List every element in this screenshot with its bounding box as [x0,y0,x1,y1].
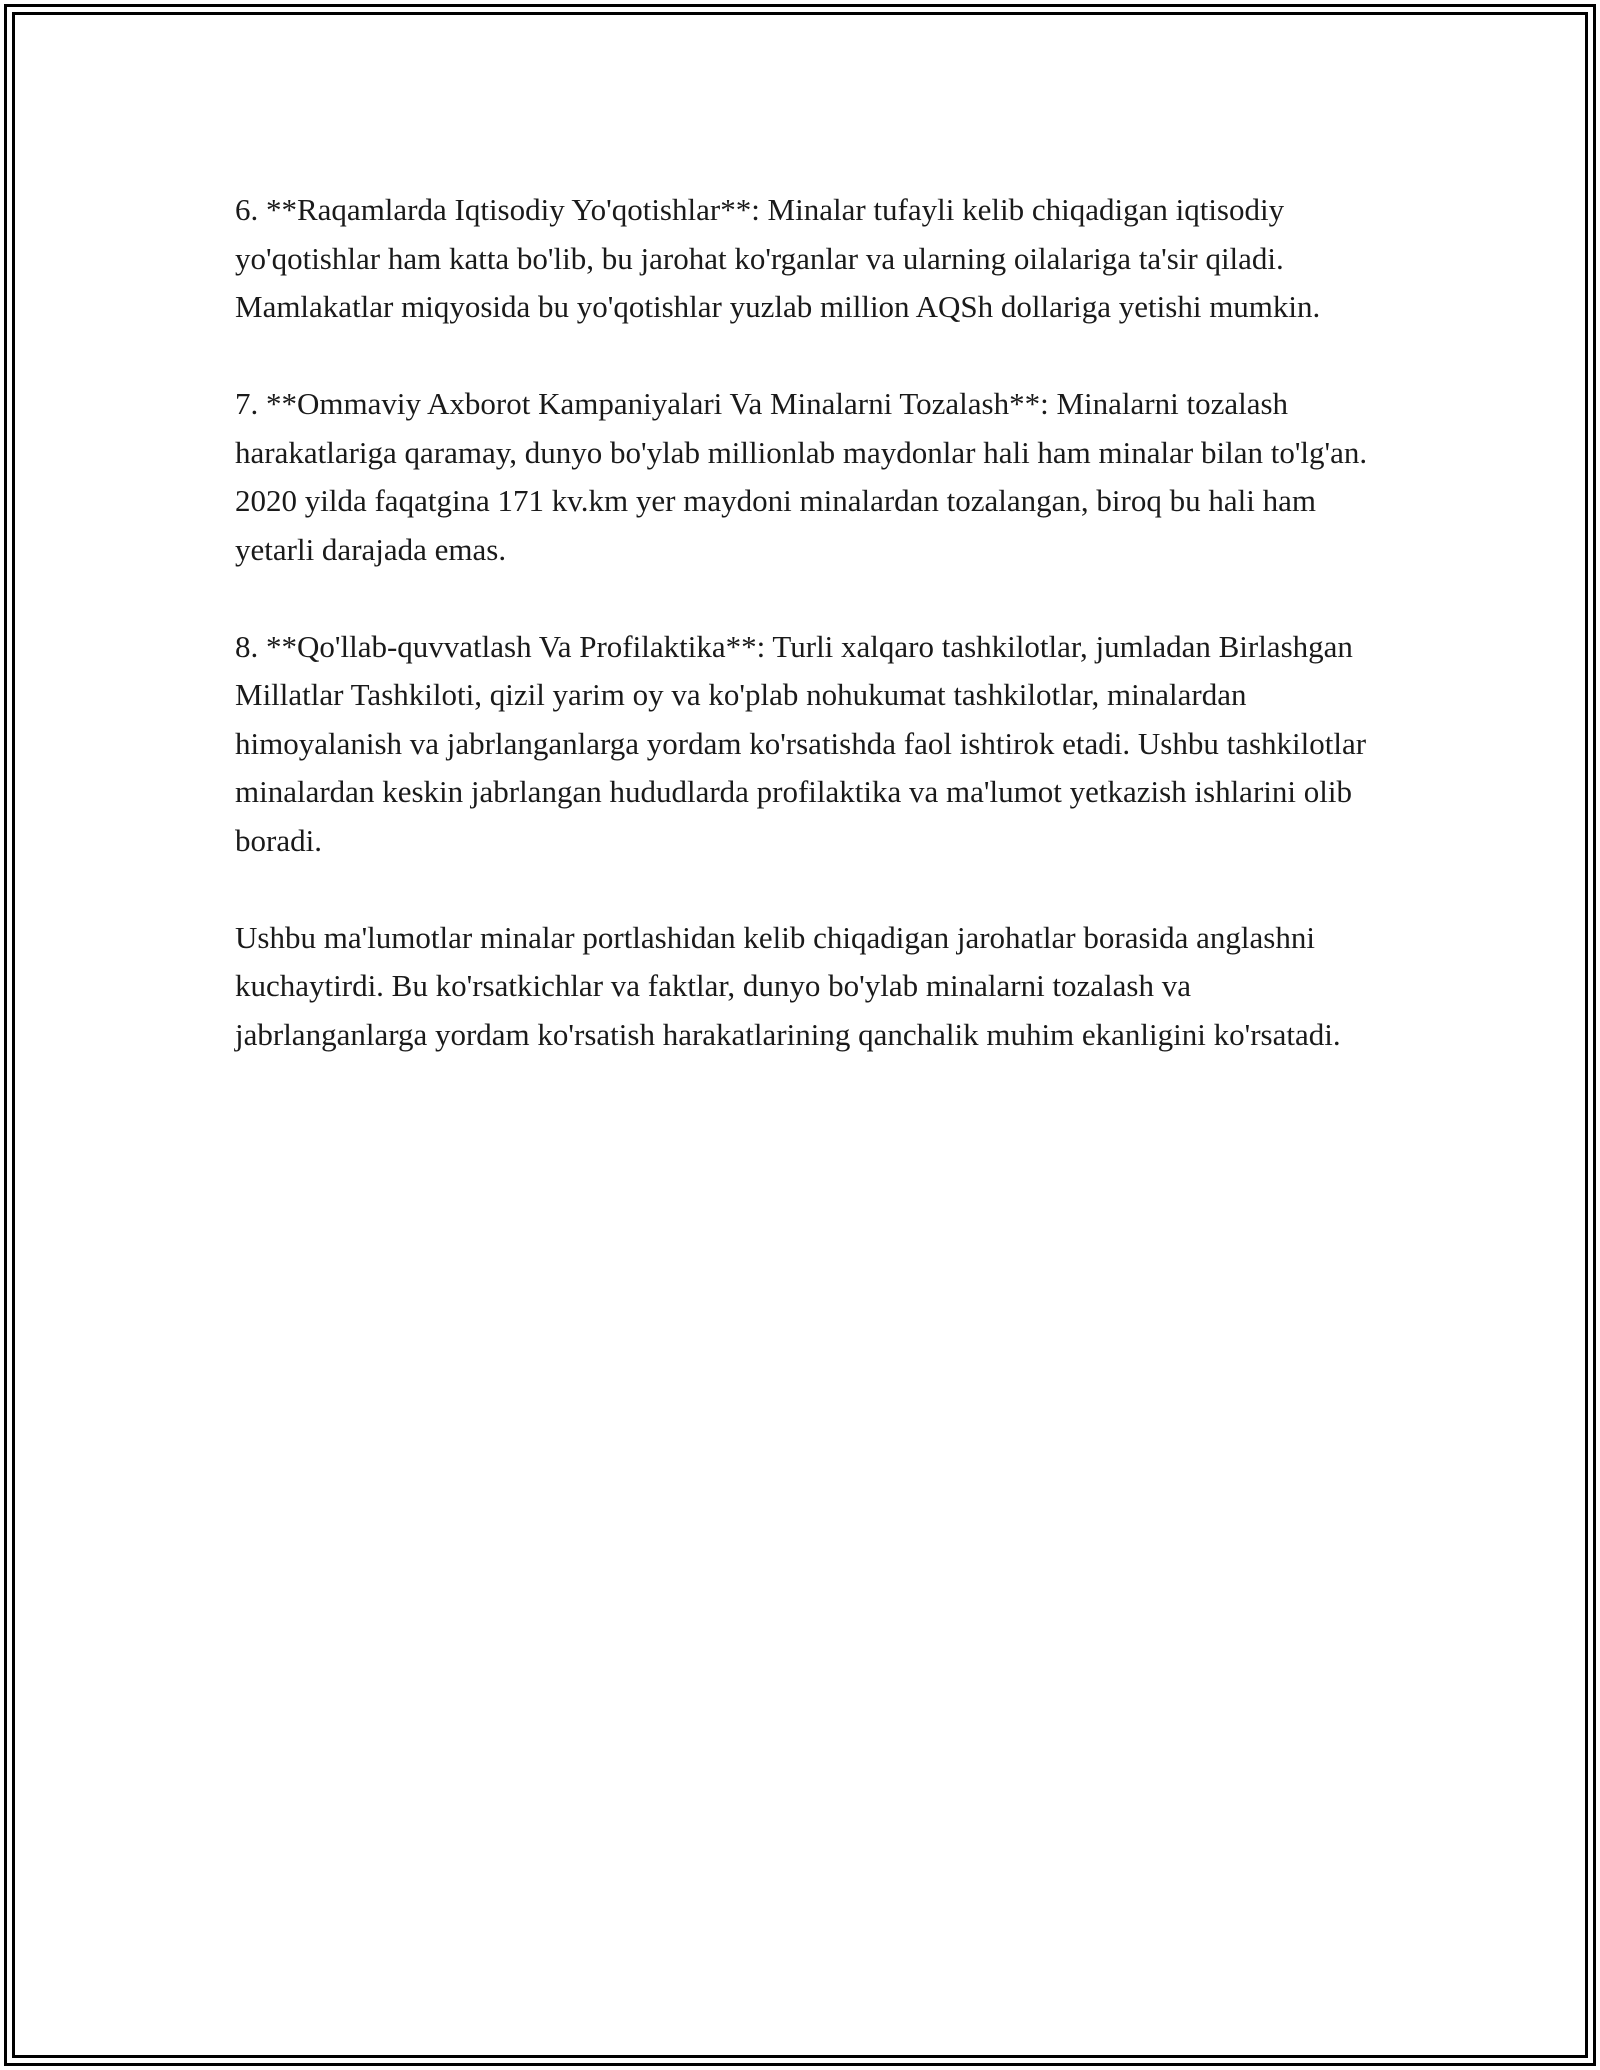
paragraph-demining-campaigns: 7. **Ommaviy Axborot Kampaniyalari Va Minalarni Tozalash**: Minalarni tozalash harakatlariga qaramay, dunyo bo'ylab millionlab maydonlar hali ham minalar bilan to'lg'an. 2020 yilda faqatgina 171 kv.km yer maydoni minalardan tozalangan, biroq bu hali ham yetarli darajada emas. [235,386,1368,567]
document-body [235,186,1375,1108]
paragraph-conclusion: Ushbu ma'lumotlar minalar portlashidan kelib chiqadigan jarohatlar borasida anglashni kuchaytirdi. Bu ko'rsatkichlar va faktlar, dunyo bo'ylab minalarni tozalash va jabrlanganlarga yordam ko'rsatish harakatlarining qanchalik muhim ekanligini ko'rsatadi. [235,919,1341,1052]
paragraph-support-prevention: 8. **Qo'llab-quvvatlash Va Profilaktika**: Turli xalqaro tashkilotlar, jumladan Birlashgan Millatlar Tashkiloti, qizil yarim oy va ko'plab nohukumat tashkilotlar, minalardan himoyalanish va jabrlanganlarga yordam ko'rsatishda faol ishtirok etadi. Ushbu tashkilotlar minalardan keskin jabrlangan hududlarda profilaktika va ma'lumot yetkazish ishlarini olib boradi. [235,628,1367,858]
paragraph-economic-losses: 6. **Raqamlarda Iqtisodiy Yo'qotishlar**: Minalar tufayli kelib chiqadigan iqtisodiy yo'qotishlar ham katta bo'lib, bu jarohat ko'rganlar va ularning oilalariga ta'sir qiladi. Mamlakatlar miqyosida bu yo'qotishlar yuzlab million AQSh dollariga yetishi mumkin. [235,192,1321,324]
